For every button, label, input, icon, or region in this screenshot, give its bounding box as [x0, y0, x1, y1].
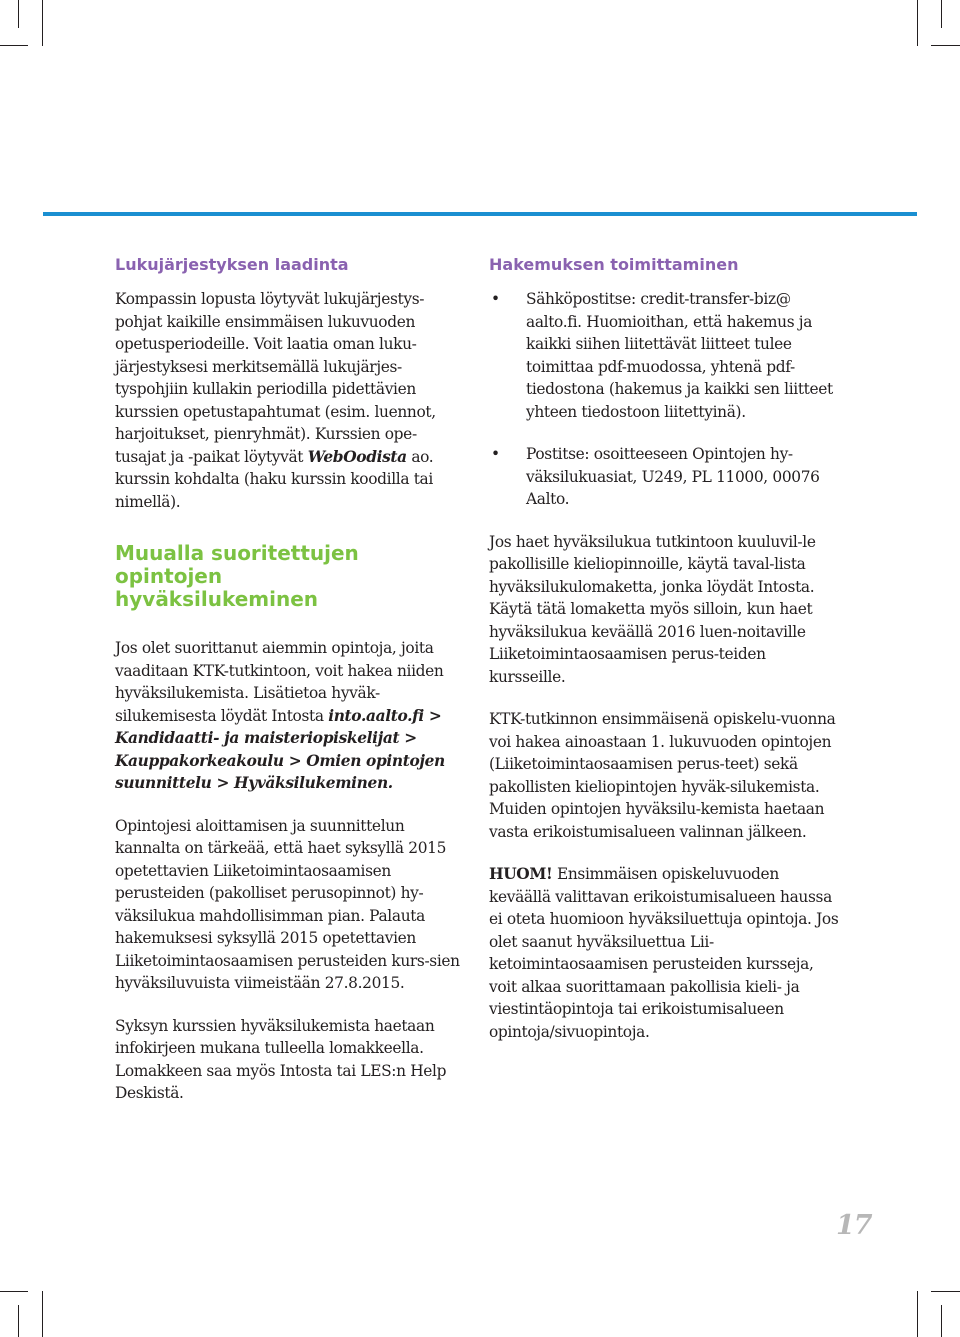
section-heading-submission: Hakemuksen toimittaminen: [489, 255, 739, 274]
section-heading-timetable: Lukujärjestyksen laadinta: [115, 255, 349, 274]
crop-mark: [42, 1291, 43, 1337]
crop-mark: [18, 0, 19, 28]
note-label: HUOM!: [489, 865, 553, 883]
page-number: 17: [836, 1210, 872, 1241]
crop-mark: [0, 45, 28, 46]
language-studies-paragraph: Jos haet hyväksilukua tutkintoon kuuluvil-le pakollisille kieliopinnoille, käytä taval-lista hyväksilukulomaketta, jonka löydät Intosta. Käytä tätä lomaketta myös silloin, kun haet hyväksilukua keväällä 2016 luen-noitaville Liiketoimintaosaamisen perus-teiden kursseille.: [489, 532, 816, 686]
note-paragraph: HUOM! Ensimmäisen opiskeluvuoden keväällä valittavan erikoistumisalueen haussa ei oteta huomioon hyväksiluettuja opintoja. Jos olet saanut hyväksiluettua Lii-ketoimintaosaamisen perusteiden kursseja, voit alkaa suorittamaan pakollisia kieli- ja viestintäopintoja tai erikoistumisalueen opintoja/sivuopintoja.: [489, 865, 839, 1041]
first-year-paragraph: KTK-tutkinnon ensimmäisenä opiskelu-vuonna voi hakea ainoastaan 1. lukuvuoden opintojen (Liiketoimintaosaamisen perus-teet) sekä pakollisten kieliopintojen hyväk-silukemista. Muiden opintojen hyväksilu-kemista haetaan vasta erikoistumisalueen valinnan jälkeen.: [489, 710, 836, 841]
autumn-form-paragraph: Syksyn kurssien hyväksilukemista haetaan infokirjeen mukana tulleella lomakkeella. Lomakkeen saa myös Intosta tai LES:n Help Deskistä.: [115, 1016, 447, 1102]
bullet-icon: •: [491, 445, 500, 463]
autumn-deadline-paragraph: Opintojesi aloittamisen ja suunnittelun kannalta on tärkeää, että haet syksyllä 2015 opetettavien Liiketoimintaosaamisen perusteiden (pakolliset perusopinnot) hy-väksilukua mahdollisimman pian. Palauta hakemuksesi syksyllä 2015 opetettavien Liiketoimintaosaamisen perusteiden kurs-sien hyväksiluvuista viimeistään 27.8.2015.: [115, 816, 460, 992]
crop-mark: [42, 0, 43, 46]
header-rule: [43, 212, 917, 216]
into-path-text: into.aalto.fi > Kandidaatti- ja maisteriopiskelijat > Kauppakorkeakoulu > Omien opintojen suunnittelu > Hyväksilukeminen.: [115, 706, 445, 792]
crop-mark: [931, 45, 960, 46]
bullet-icon: •: [491, 290, 500, 308]
credit-transfer-paragraph: Jos olet suorittanut aiemmin opintoja, joita vaaditaan KTK-tutkintoon, voit hakea niiden hyväksilukemista. Lisätietoa hyväk-silukemisesta löydät Intosta into.aalto.fi > Kandidaatti- ja maisteriopiskelijat > Kauppakorkeakoulu > Omien opintojen suunnittelu > Hyväksilukeminen.: [115, 639, 445, 792]
submission-list: [489, 288, 839, 511]
crop-mark: [941, 0, 942, 28]
crop-mark: [941, 1305, 942, 1337]
crop-mark: [917, 1291, 918, 1337]
list-item: • Postitse: osoitteeseen Opintojen hy-väksilukuasiat, U249, PL 11000, 00076 Aalto.: [491, 445, 820, 508]
crop-mark: [18, 1305, 19, 1337]
crop-mark: [0, 1291, 28, 1292]
crop-mark: [931, 1291, 960, 1292]
left-column: [115, 254, 460, 1125]
right-column: [489, 254, 839, 1063]
weboodi-link-text: WebOodista: [307, 447, 407, 466]
crop-mark: [917, 0, 918, 46]
section-heading-credit-transfer: Muualla suoritettujen opintojen hyväksilukeminen: [115, 541, 359, 611]
list-item: • Sähköpostitse: credit-transfer-biz@ aalto.fi. Huomioithan, että hakemus ja kaikki siihen liitettävät liitteet tulee toimittaa pdf-muodossa, yhtenä pdf-tiedostona (hakemus ja kaikki sen liitteet yhteen tiedostoon liitettyinä).: [491, 290, 833, 421]
timetable-paragraph: Kompassin lopusta löytyvät lukujärjestys-pohjat kaikille ensimmäisen lukuvuoden opetusperiodeille. Voit laatia oman luku-järjestyksesi merkitsemällä lukujärjes-tyspohjiin kullakin periodilla pidettävien kurssien opetustapahtumat (esim. luennot, harjoitukset, pienryhmät). Kurssien ope-tusajat ja -paikat löytyvät WebOodista ao. kurssin kohdalta (haku kurssin koodilla tai nimellä).: [115, 290, 436, 511]
